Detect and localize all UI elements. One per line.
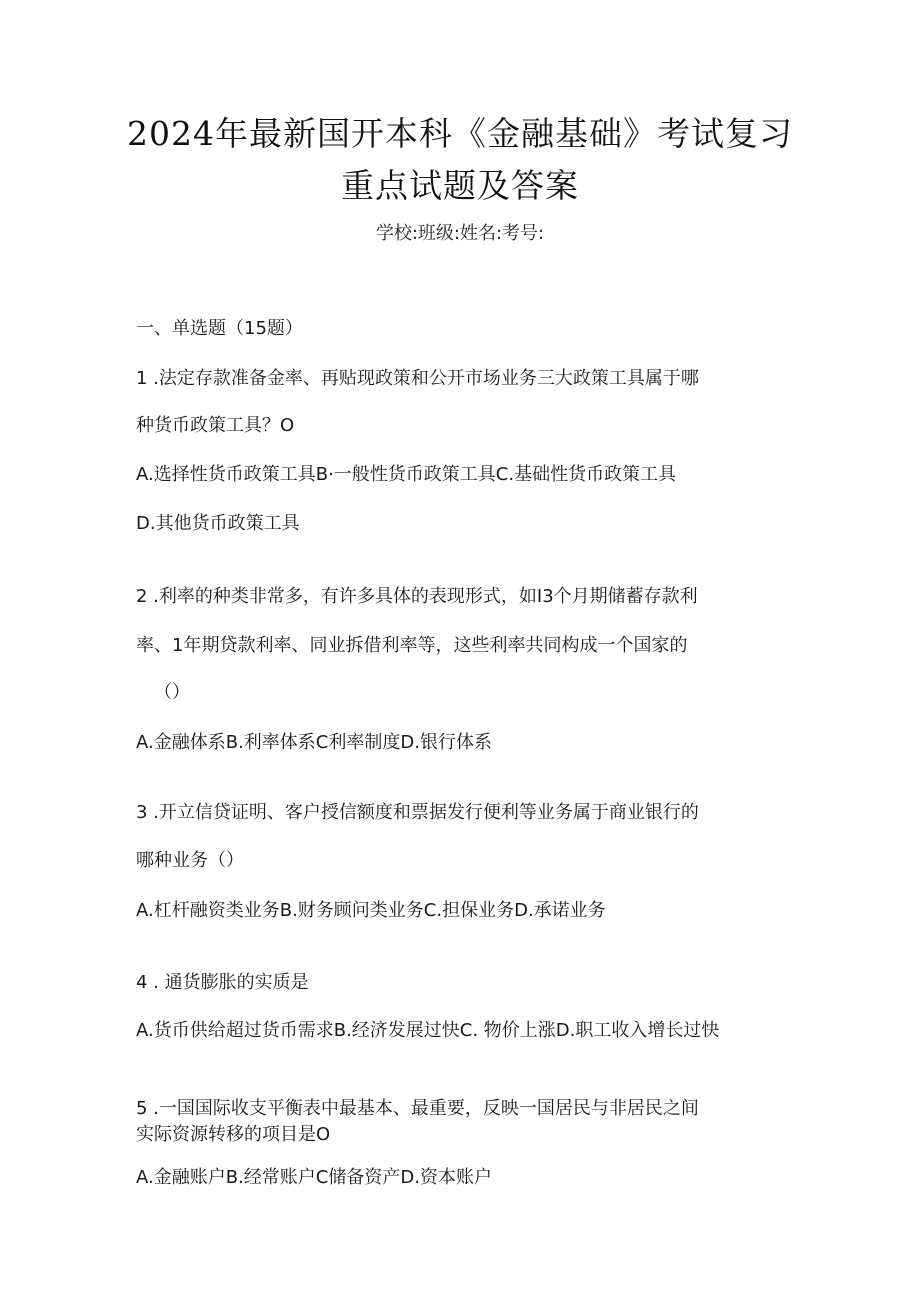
question-1-options-line-1: A.选择性货币政策工具B·一般性货币政策工具C.基础性货币政策工具 [136, 464, 677, 485]
question-4-stem-line-1: 4 . 通货膨胀的实质是 [136, 972, 309, 993]
question-1-options-line-2: D.其他货币政策工具 [136, 513, 300, 534]
question-2-stem-line-2: 率、1年期贷款利率、同业拆借利率等，这些利率共同构成一个国家的 [136, 635, 688, 656]
question-1-stem-line-1: 1 .法定存款准备金率、再贴现政策和公开市场业务三大政策工具属于哪 [136, 368, 699, 389]
student-info-line: 学校:班级:姓名:考号: [375, 223, 545, 244]
question-3-stem-line-2: 哪种业务（） [136, 850, 244, 871]
question-3-options-line-1: A.杠杆融资类业务B.财务顾问类业务C.担保业务D.承诺业务 [136, 900, 606, 921]
question-2-stem-line-3: （） [154, 682, 190, 703]
question-2-options-line-1: A.金融体系B.利率体系C利率制度D.银行体系 [136, 732, 492, 753]
page-title-line-2: 重点试题及答案 [341, 166, 579, 205]
question-3-stem-line-1: 3 .开立信贷证明、客户授信额度和票据发行便利等业务属于商业银行的 [136, 802, 699, 823]
page-title-line-1: 2024年最新国开本科《金融基础》考试复习 [127, 114, 793, 153]
question-1-stem-line-2: 种货币政策工具？O [136, 415, 295, 436]
question-5-stem-line-2: 实际资源转移的项目是O [136, 1124, 331, 1145]
question-2-stem-line-1: 2 .利率的种类非常多，有许多具体的表现形式，如I3个月期储蓄存款利 [136, 586, 698, 607]
section-heading: 一、单选题（15题） [136, 318, 303, 339]
question-5-stem-line-1: 5 .一国国际收支平衡表中最基本、最重要，反映一国居民与非居民之间 [136, 1098, 699, 1119]
question-5-options-line-1: A.金融账户B.经常账户C储备资产D.资本账户 [136, 1167, 492, 1188]
question-4-options-line-1: A.货币供给超过货币需求B.经济发展过快C. 物价上涨D.职工收入增长过快 [136, 1020, 720, 1041]
